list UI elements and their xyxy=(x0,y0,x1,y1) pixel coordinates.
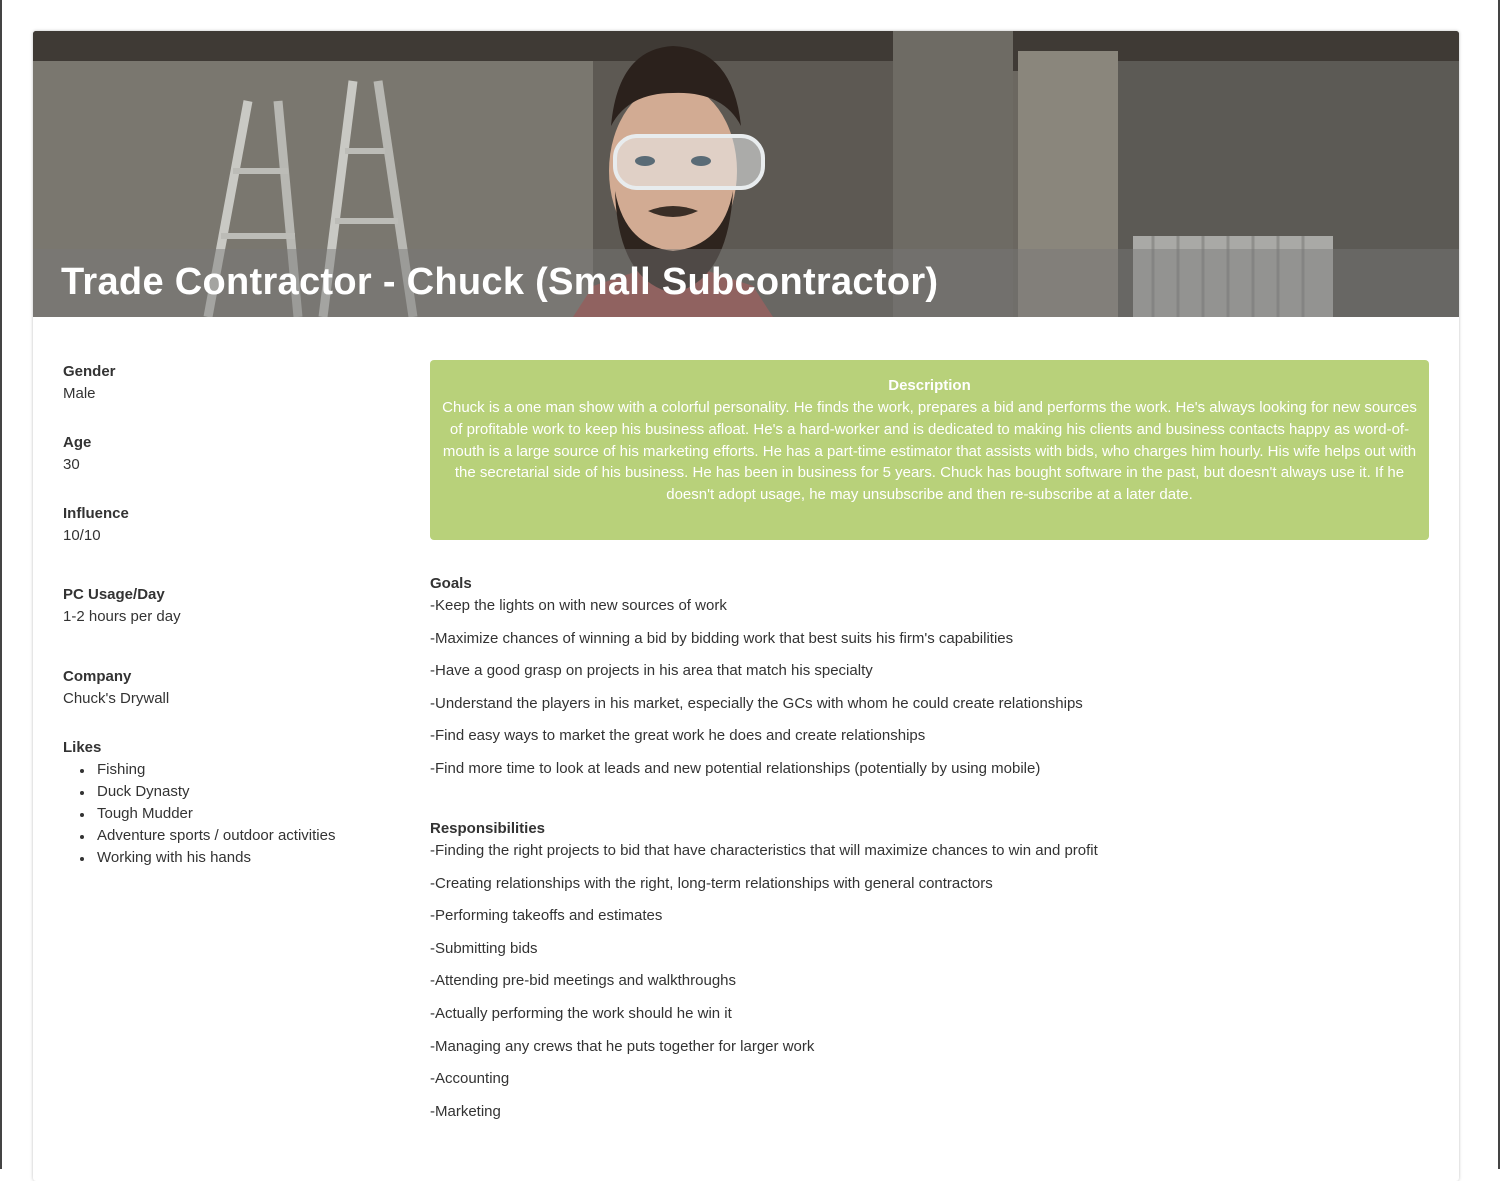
influence-label: Influence xyxy=(63,505,129,522)
pc-usage-label: PC Usage/Day xyxy=(63,586,165,603)
goals-section xyxy=(430,573,1430,791)
age-label: Age xyxy=(63,434,92,451)
gender-field xyxy=(63,361,403,405)
pc-usage-value: 1-2 hours per day xyxy=(63,608,181,625)
page-title: Trade Contractor - Chuck (Small Subcontractor) xyxy=(61,261,939,303)
age-value: 30 xyxy=(63,456,80,473)
gender-value: Male xyxy=(63,385,96,402)
list-item: -Keep the lights on with new sources of work xyxy=(430,597,727,614)
influence-field xyxy=(63,503,403,547)
gender-label: Gender xyxy=(63,363,116,380)
description-text: Chuck is a one man show with a colorful personality. He finds the work, prepares a bid and performs the work. He's always looking for new sources of profitable work to keep his business afloat. He's a hard-worker and is dedicated to making his clients and business contacts happy as word-of-mouth is a large source of his marketing efforts. He has a part-time estimator that assists with bids, who charges him hourly. His wife helps out with the secretarial side of his business. He has been in business for 5 years. Chuck has bought software in the past, but doesn't always use it. If he doesn't adopt usage, he may unsubscribe and then re-subscribe at a later date. xyxy=(442,399,1417,504)
goals-title: Goals xyxy=(430,575,472,592)
likes-label: Likes xyxy=(63,739,102,756)
age-field xyxy=(63,432,403,476)
company-value: Chuck's Drywall xyxy=(63,690,170,707)
hero-banner xyxy=(33,31,1459,317)
list-item: -Creating relationships with the right, long-term relationships with general contractors xyxy=(430,874,993,892)
list-item: -Attending pre-bid meetings and walkthroughs xyxy=(430,972,737,990)
persona-card xyxy=(33,31,1459,1181)
pc-usage-field xyxy=(63,584,403,628)
list-item: -Managing any crews that he puts together for larger work xyxy=(430,1037,815,1055)
likes-field xyxy=(63,737,403,869)
list-item: -Submitting bids xyxy=(430,939,538,957)
list-item: -Find easy ways to market the great work he does and create relationships xyxy=(430,727,926,745)
influence-value: 10/10 xyxy=(63,527,101,544)
list-item: -Maximize chances of winning a bid by bidding work that best suits his firm's capabilities xyxy=(430,629,1014,647)
company-field xyxy=(63,666,403,710)
list-item: Adventure sports / outdoor activities xyxy=(97,825,403,847)
company-label: Company xyxy=(63,668,132,685)
list-item: -Marketing xyxy=(430,1102,501,1120)
likes-list xyxy=(63,759,403,869)
list-item: -Have a good grasp on projects in his area that match his specialty xyxy=(430,662,873,680)
list-item: -Actually performing the work should he win it xyxy=(430,1004,732,1022)
list-item: -Understand the players in his market, especially the GCs with whom he could create relationships xyxy=(430,694,1083,712)
responsibilities-section xyxy=(430,818,1430,1133)
list-item: Working with his hands xyxy=(97,847,403,869)
list-item: Duck Dynasty xyxy=(97,781,403,803)
description-box xyxy=(430,360,1429,540)
list-item: -Find more time to look at leads and new potential relationships (potentially by using mobile) xyxy=(430,759,1041,777)
responsibilities-title: Responsibilities xyxy=(430,820,546,837)
list-item: -Accounting xyxy=(430,1070,510,1088)
list-item: -Performing takeoffs and estimates xyxy=(430,907,663,925)
list-item: Fishing xyxy=(97,759,403,781)
description-title: Description xyxy=(888,377,971,394)
list-item: -Finding the right projects to bid that have characteristics that will maximize chances to win and profit xyxy=(430,842,1098,859)
list-item: Tough Mudder xyxy=(97,803,403,825)
